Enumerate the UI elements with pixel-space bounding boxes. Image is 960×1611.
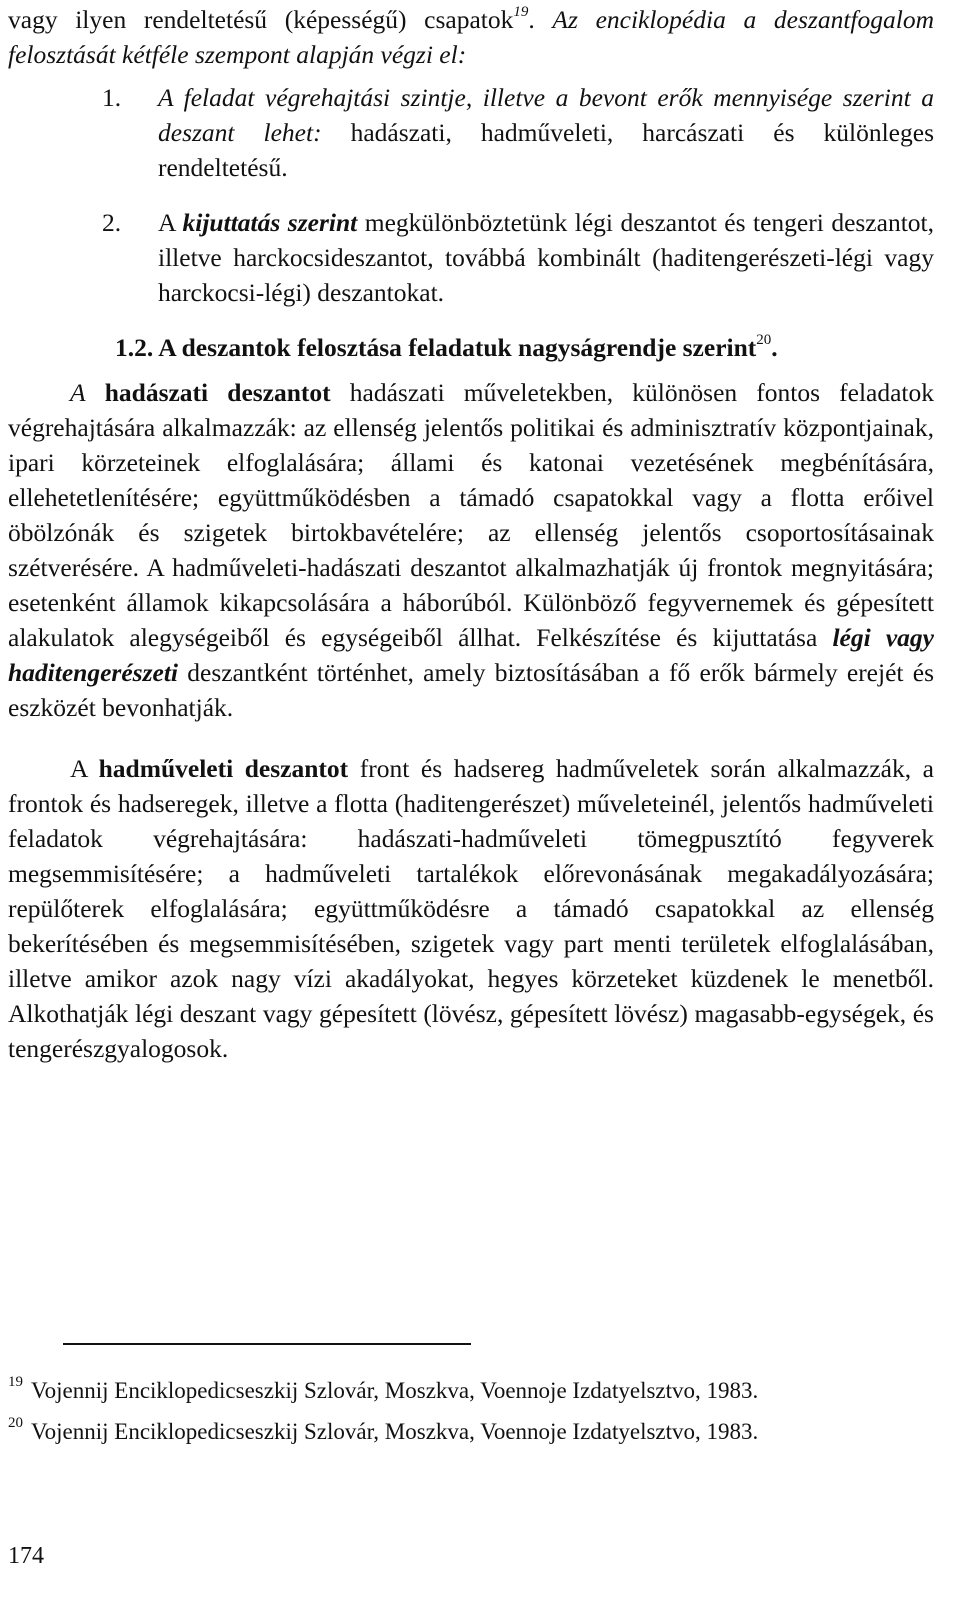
- list-item-1-lead: A feladat végrehajtási szintje, illetve a bevont erők mennyisége szerint a deszant lehet:: [158, 83, 934, 147]
- list-item-1: [8, 80, 934, 185]
- footnote-text-19: Vojennij Enciklopedicseszkij Szlovár, Moszkva, Voennoje Izdatyelsztvo, 1983.: [31, 1378, 759, 1403]
- footnote-ref-20: 20: [756, 332, 772, 348]
- para1-text-b: deszantként történhet, amely biztosításában a fő erők bármely erejét és eszközét bevonhatják.: [8, 658, 934, 722]
- intro-italic-text: Az enciklopédia a deszantfogalom felosztását kétféle szempont alapján végzi el:: [8, 5, 934, 69]
- section-heading: [8, 330, 934, 365]
- list-item-2-text: megkülönböztetünk légi deszantot és tengeri deszantot, illetve harckocsideszantot, továbbá kombinált (haditengerészeti-légi vagy harckocsi-légi) deszantokat.: [158, 208, 934, 307]
- footnote-19: [8, 1374, 934, 1407]
- classification-list: [8, 80, 934, 310]
- paragraph-operational: [8, 751, 934, 1066]
- paragraph-strategic: [8, 375, 934, 725]
- para2-lead: A: [70, 754, 99, 783]
- footnote-text-20: Vojennij Enciklopedicseszkij Szlovár, Moszkva, Voennoje Izdatyelsztvo, 1983.: [31, 1419, 759, 1444]
- list-item-2-lead: A: [158, 208, 183, 237]
- page-number: 174: [8, 1543, 44, 1569]
- para1-lead: A: [70, 378, 86, 407]
- list-item-1-text: hadászati, hadműveleti, harcászati és különleges rendeltetésű.: [158, 118, 934, 182]
- footnote-ref-19: 19: [513, 4, 529, 20]
- list-number-2: 2.: [102, 208, 122, 237]
- list-item-2: [8, 205, 934, 310]
- para1-text-a: hadászati műveletekben, különösen fontos feladatok végrehajtására alkalmazzák: az ellenség jelentős politikai és adminisztratív központjainak, ipari körzeteinek elfoglalására; állami és katonai vezetésének megbénítására, ellehetetlenítésére; együttműködésben a támadó csapatokkal vagy a flotta erőivel öbölzónák és szigetek birtokbavételére; az ellenség jelentős csoportosításainak szétverésére. A hadműveleti-hadászati deszantot alkalmazhatják új frontok megnyitására; esetenként államok kikapcsolására a háborúból. Különböző fegyvernemek és gépesített alakulatok alegységeiből és egységeiből állhat. Felkészítése és kijuttatása: [8, 378, 934, 652]
- para2-text: front és hadsereg hadműveletek során alkalmazzák, a frontok és hadseregek, illetve a flotta (haditengerészet) műveleteinél, jelentős hadműveleti feladatok végrehajtására: hadászati-hadműveleti tömegpusztító fegyverek megsemmisítésére; a hadműveleti tartalékok előrevonásának megakadályozására; repülőterek elfoglalására; együttműködésre a támadó csapatokkal az ellenség bekerítésében és megsemmisítésében, szigetek vagy part menti területek elfoglalásában, illetve amikor azok nagy vízi akadályokat, hegyes körzeteket küzdenek le menetből. Alkothatják légi deszant vagy gépesített (lövész, gépesített lövész) magasabb-egységek, és tengerészgyalogosok.: [8, 754, 935, 1063]
- footnote-number-20: 20: [8, 1415, 23, 1431]
- intro-paragraph: [8, 2, 934, 72]
- section-heading-text: 1.2. A deszantok felosztása feladatuk nagyságrendje szerint: [115, 333, 757, 362]
- list-number-1: 1.: [102, 83, 122, 112]
- document-page: [8, 0, 934, 1066]
- footnotes: [8, 1374, 934, 1456]
- intro-separator: .: [528, 5, 553, 34]
- para2-term: hadműveleti deszantot: [98, 754, 349, 783]
- para1-term: hadászati deszantot: [104, 378, 331, 407]
- para1-emphasis: légi vagy haditengerészeti: [8, 623, 934, 687]
- list-item-2-emphasis: kijuttatás szerint: [182, 208, 358, 237]
- footnote-separator: [63, 1343, 471, 1345]
- footnote-number-19: 19: [8, 1374, 23, 1390]
- section-heading-end: .: [771, 333, 778, 362]
- intro-text: vagy ilyen rendeltetésű (képességű) csapatok: [8, 5, 514, 34]
- paragraph-gap: [8, 725, 934, 751]
- footnote-20: [8, 1415, 934, 1448]
